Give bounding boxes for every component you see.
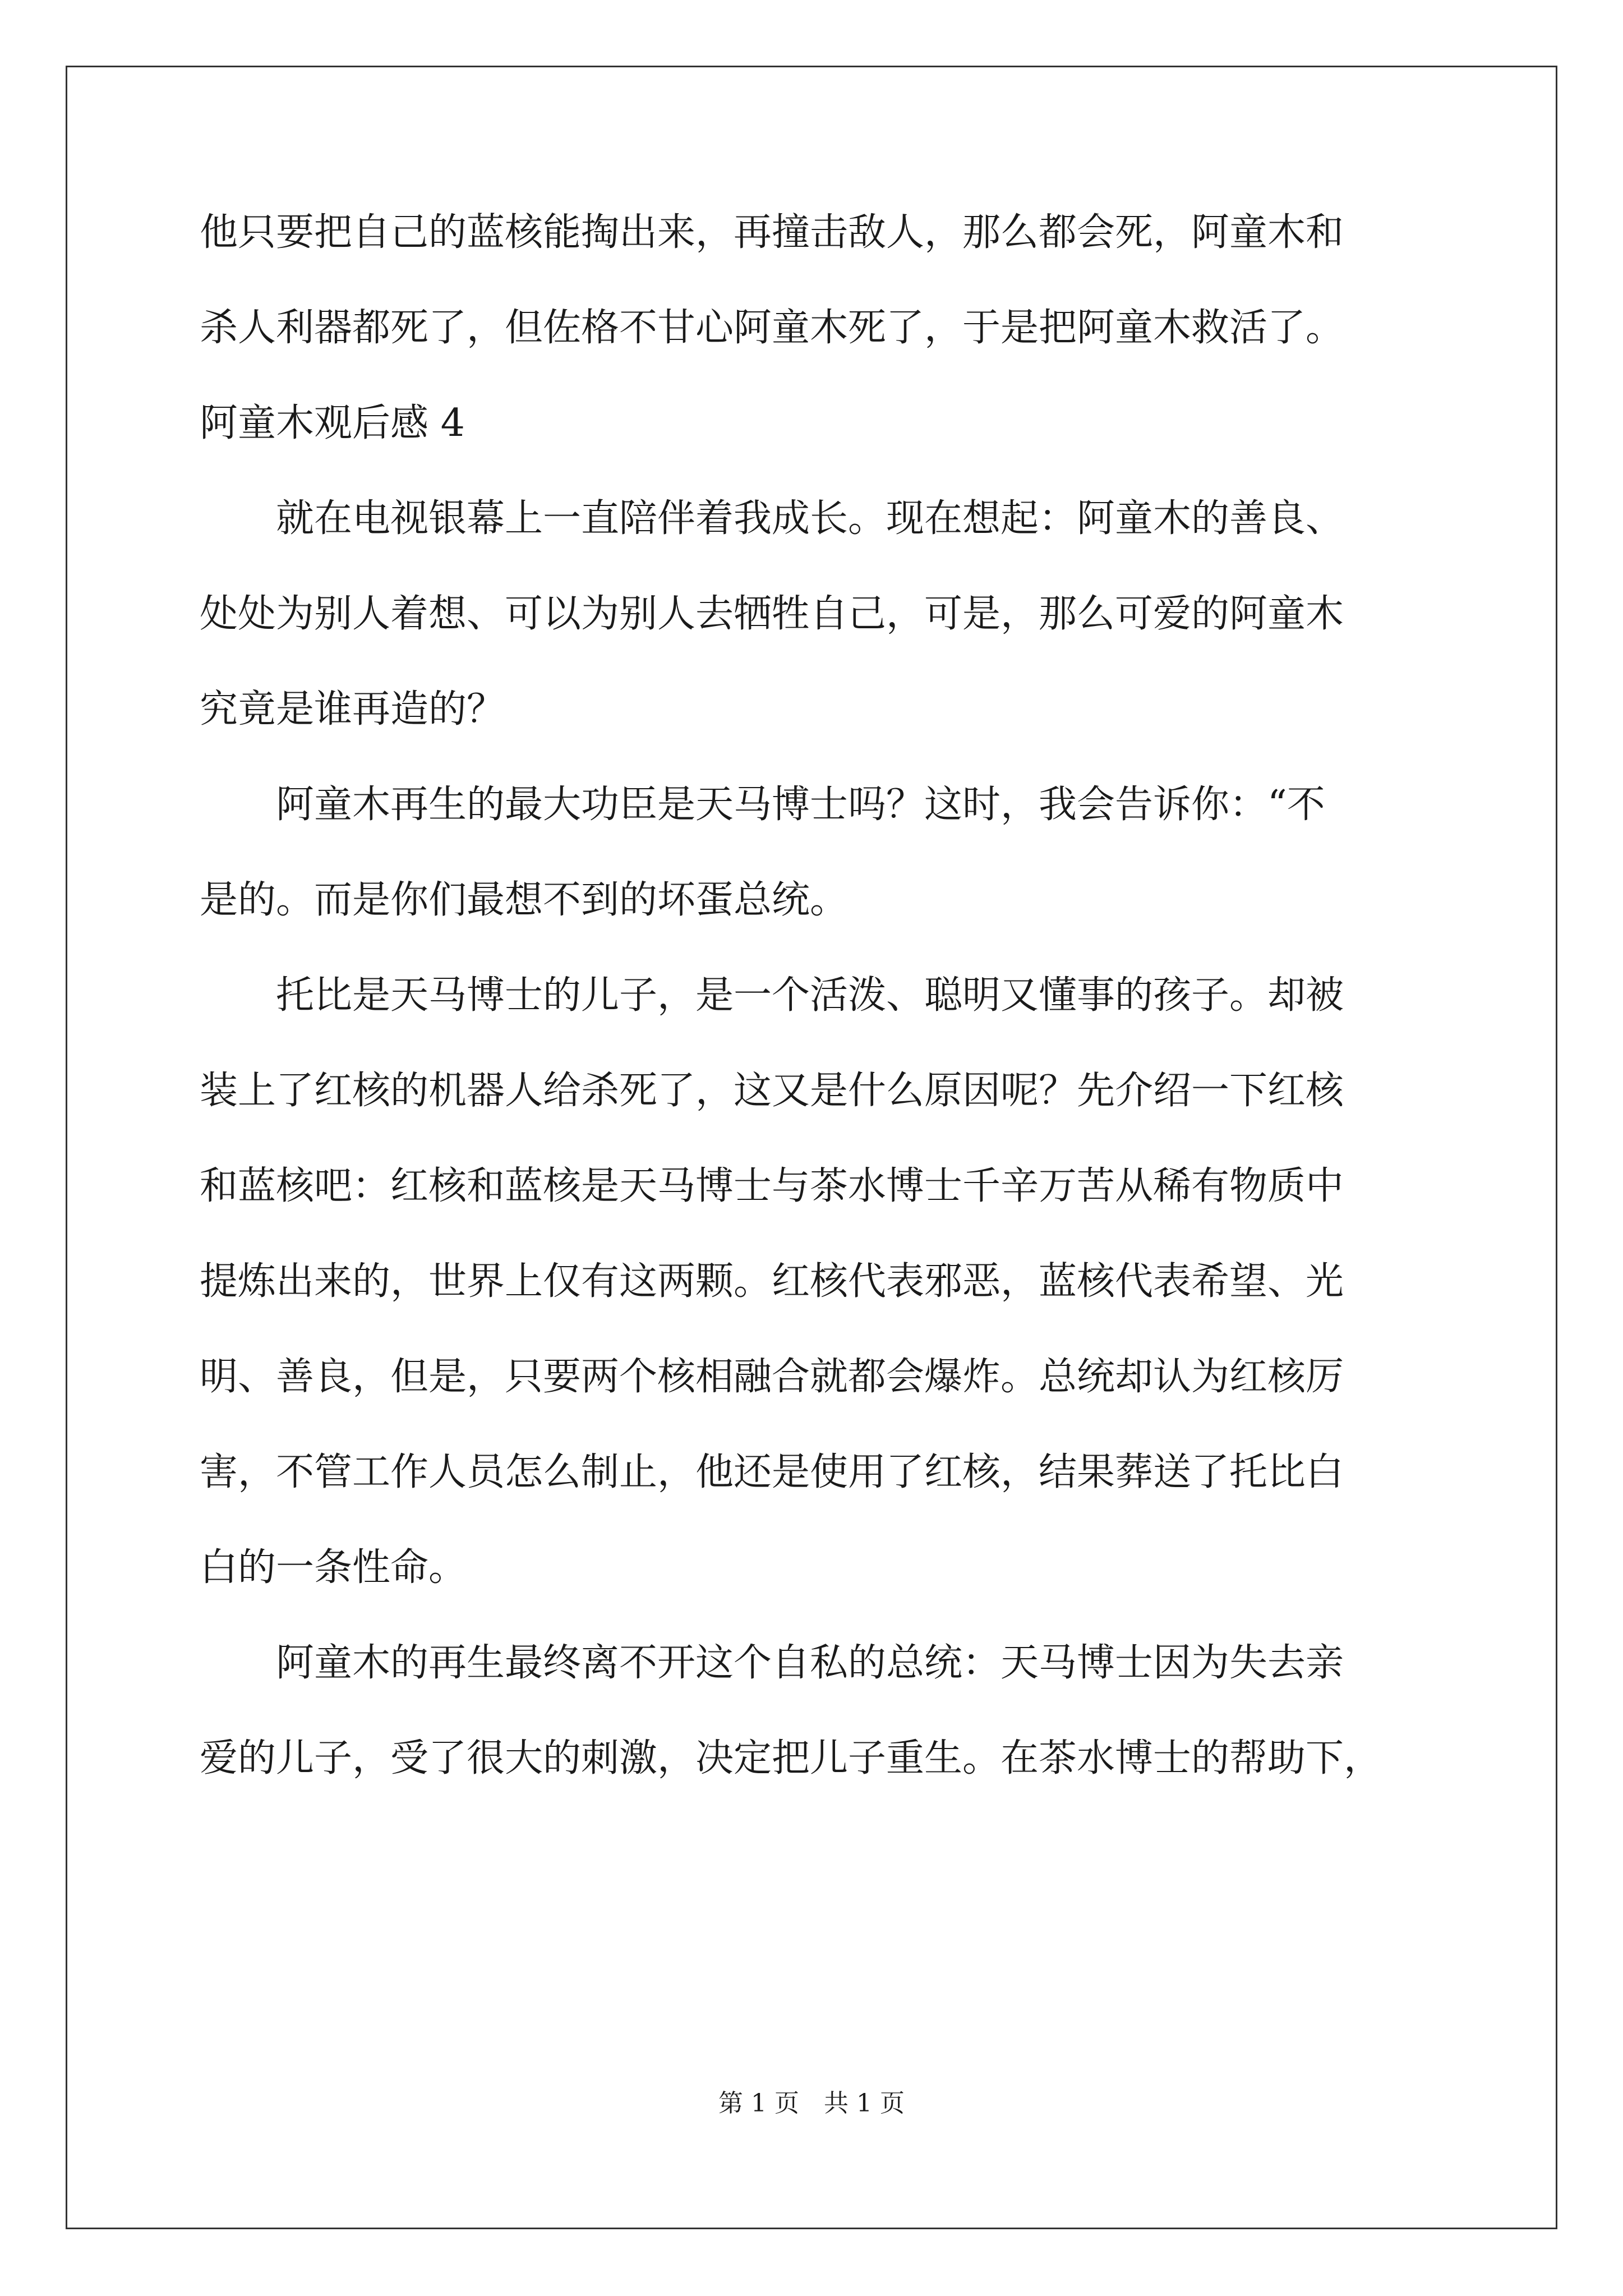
text-line: 提炼出来的，世界上仅有这两颗。红核代表邪恶，蓝核代表希望、光 xyxy=(200,1259,1344,1304)
text-line: 就在电视银幕上一直陪伴着我成长。现在想起：阿童木的善良、 xyxy=(200,496,1344,541)
text-line: 阿童木的再生最终离不开这个自私的总统：天马博士因为失去亲 xyxy=(200,1641,1344,1685)
text-line: 究竟是谁再造的？ xyxy=(200,687,505,731)
section-heading: 阿童木观后感 4 xyxy=(200,401,465,445)
text-line: 他只要把自己的蓝核能掏出来，再撞击敌人，那么都会死，阿童木和 xyxy=(200,210,1344,255)
text-line: 明、善良，但是，只要两个核相融合就都会爆炸。总统却认为红核厉 xyxy=(200,1355,1344,1399)
text-line: 爱的儿子，受了很大的刺激，决定把儿子重生。在茶水博士的帮助下， xyxy=(200,1736,1382,1780)
text-line: 杀人利器都死了，但佐格不甘心阿童木死了，于是把阿童木救活了。 xyxy=(200,306,1344,350)
text-line: 阿童木再生的最大功臣是天马博士吗？这时，我会告诉你：“不 xyxy=(200,783,1325,827)
text-line: 装上了红核的机器人给杀死了，这又是什么原因呢？先介绍一下红核 xyxy=(200,1069,1344,1113)
text-line: 托比是天马博士的儿子，是一个活泼、聪明又懂事的孩子。却被 xyxy=(200,973,1344,1018)
text-line: 和蓝核吧：红核和蓝核是天马博士与茶水博士千辛万苦从稀有物质中 xyxy=(200,1164,1344,1208)
text-line: 害，不管工作人员怎么制止，他还是使用了红核，结果葬送了托比白 xyxy=(200,1450,1344,1494)
text-line: 处处为别人着想、可以为别人去牺牲自己，可是，那么可爱的阿童木 xyxy=(200,592,1344,636)
text-line: 白的一条性命。 xyxy=(200,1545,467,1590)
text-line: 是的。而是你们最想不到的坏蛋总统。 xyxy=(200,878,849,922)
page-footer: 第 1 页 共 1 页 xyxy=(718,2089,905,2118)
